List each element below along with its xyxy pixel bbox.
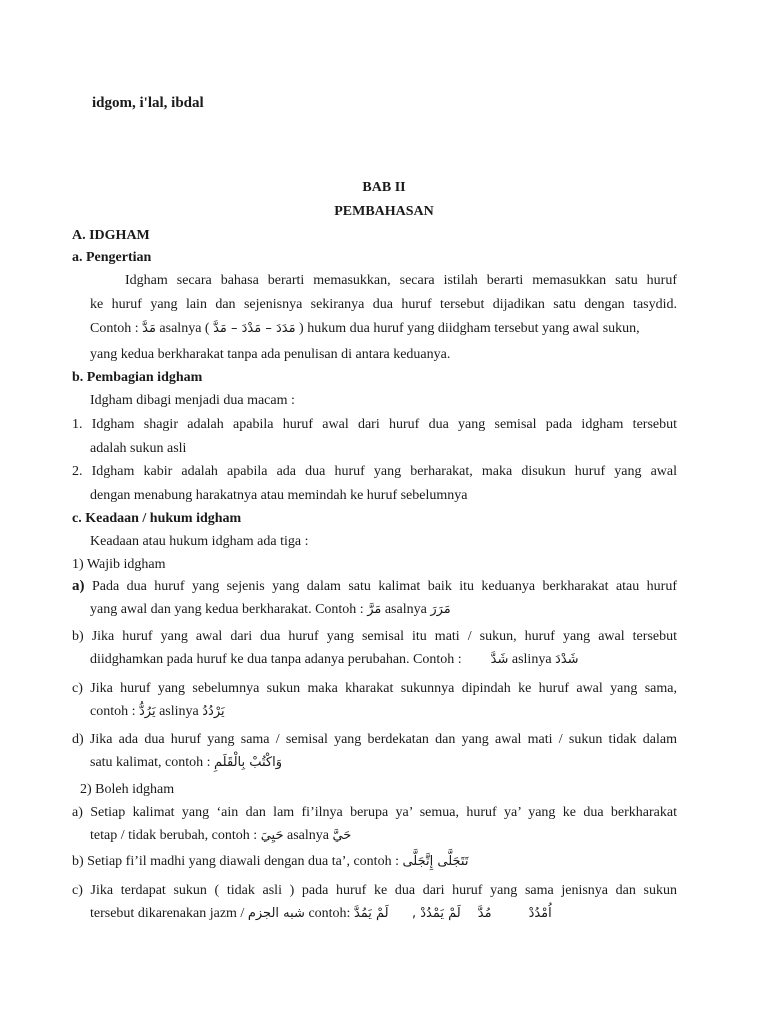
arabic-examples	[412, 905, 552, 923]
text-run: Contoh :	[90, 321, 139, 336]
list-item-line: Pada dua huruf yang sejenis yang dalam satu kalimat baik itu keduanya berkharakat atau huruf	[92, 579, 677, 594]
list-item-line-example	[90, 651, 579, 669]
arabic-text: شبه الجزم	[247, 906, 305, 921]
list-item-line: 2. Idgham kabir adalah apabila ada dua huruf yang berharakat, maka disukun huruf yang awal	[72, 464, 677, 479]
arabic-text: شَدْدَ	[555, 652, 579, 667]
arabic-text: لَمْ يَمْدُدْ ,	[412, 906, 461, 921]
text-run: contoh :	[90, 704, 136, 719]
subheading-keadaan: c. Keadaan / hukum idgham	[72, 511, 242, 526]
list-item-line: d) Jika ada dua huruf yang sama / semisal yang berdekatan dan yang awal mati / sukun tidak dalam	[72, 732, 677, 747]
list-item-line-example	[90, 905, 389, 923]
list-item-line: c) Jika terdapat sukun ( tidak asli ) pada huruf ke dua dari huruf yang sama jenisnya dan sukun	[72, 883, 677, 898]
text-run: asalnya	[286, 828, 329, 843]
list-item-line-example	[72, 853, 468, 871]
paragraph-line: Idgham dibagi menjadi dua macam :	[90, 393, 295, 408]
text-run: b) Setiap fi’il madhi yang diawali dengan dua ta’, contoh :	[72, 854, 399, 869]
list-item-line: a) Setiap kalimat yang ‘ain dan lam fi’ilnya berupa ya’ semua, huruf ya’ yang ke dua berkharakat	[72, 805, 677, 820]
arabic-text: وَاكْتُبْ بِالْقَلَمِ	[214, 755, 283, 770]
list-item-line: 1. Idgham shagir adalah apabila huruf awal dari huruf dua yang semisal pada idgham tersebut	[72, 417, 677, 432]
list-marker: a)	[72, 578, 85, 594]
list-item-line: adalah sukun asli	[90, 441, 187, 456]
paragraph-line: Keadaan atau hukum idgham ada tiga :	[90, 534, 309, 549]
text-run: tersebut dikarenakan jazm /	[90, 906, 245, 921]
paragraph-line: ke huruf yang lain dan sejenisnya sekiranya dua huruf tersebut dijadikan satu dengan tasydid.	[90, 297, 677, 312]
list-item-line: dengan menabung harakatnya atau memindah ke huruf sebelumnya	[90, 488, 468, 503]
chapter-title: PEMBAHASAN	[334, 204, 434, 219]
list-item-line: b) Jika huruf yang awal dari dua huruf yang semisal itu mati / sukun, huruf yang awal tersebut	[72, 629, 677, 644]
arabic-text: يَرْدُدُ	[202, 704, 225, 719]
arabic-text: مَدَّ	[142, 321, 156, 336]
arabic-text: اُمْدُدْ	[528, 906, 552, 921]
list-item-line-example	[90, 601, 451, 619]
arabic-text: مَرَرَ	[430, 602, 451, 617]
section-heading-idgham: A. IDGHAM	[72, 228, 150, 243]
document-top-line: idgom, i'lal, ibdal	[92, 95, 204, 111]
text-run: aslinya	[159, 704, 199, 719]
list-heading-boleh: 2) Boleh idgham	[80, 782, 175, 797]
arabic-text: تَتَجَلَّى إِتَّجَلَّى	[402, 854, 469, 869]
text-run: aslinya	[511, 652, 552, 667]
text-run: diidghamkan pada huruf ke dua tanpa adanya perubahan. Contoh :	[90, 652, 462, 667]
arabic-text: لَمْ يَمُدَّ	[353, 906, 389, 921]
chapter-number: BAB II	[362, 180, 406, 195]
arabic-text: يَرُدُّ	[139, 704, 156, 719]
subheading-pengertian: a. Pengertian	[72, 250, 152, 265]
list-item-line-example	[90, 827, 351, 845]
list-item-line: c) Jika huruf yang sebelumnya sukun maka kharakat sukunnya dipindah ke huruf awal yang sama,	[72, 681, 677, 696]
list-item-line-example	[90, 703, 225, 721]
subheading-pembagian: b. Pembagian idgham	[72, 370, 203, 385]
paragraph-line: yang kedua berkharakat tanpa ada penulisan di antara keduanya.	[90, 347, 451, 362]
text-run: asalnya (	[159, 321, 210, 336]
text-run: yang awal dan yang kedua berkharakat. Contoh :	[90, 602, 364, 617]
list-item-line-example	[90, 754, 282, 772]
arabic-text: حَيِيَ	[260, 828, 284, 843]
paragraph-line: Idgham secara bahasa berarti memasukkan, secara istilah berarti memasukkan satu huruf	[125, 273, 677, 288]
arabic-text: مُدَّ	[477, 906, 492, 921]
arabic-text: مَرَّ	[367, 602, 382, 617]
paragraph-line-example	[90, 320, 640, 338]
text-run: contoh:	[308, 906, 351, 921]
text-run: tetap / tidak berubah, contoh :	[90, 828, 258, 843]
text-run: ) hukum dua huruf yang diidgham tersebut yang awal sukun,	[299, 321, 640, 336]
arabic-text: شَدَّ	[490, 652, 509, 667]
arabic-text: حَيَّ	[332, 828, 352, 843]
arabic-text: مَدَدَ – مَدْدَ – مَدَّ	[213, 321, 296, 336]
text-run: asalnya	[384, 602, 427, 617]
text-run: satu kalimat, contoh :	[90, 755, 211, 770]
list-heading-wajib: 1) Wajib idgham	[72, 557, 166, 572]
